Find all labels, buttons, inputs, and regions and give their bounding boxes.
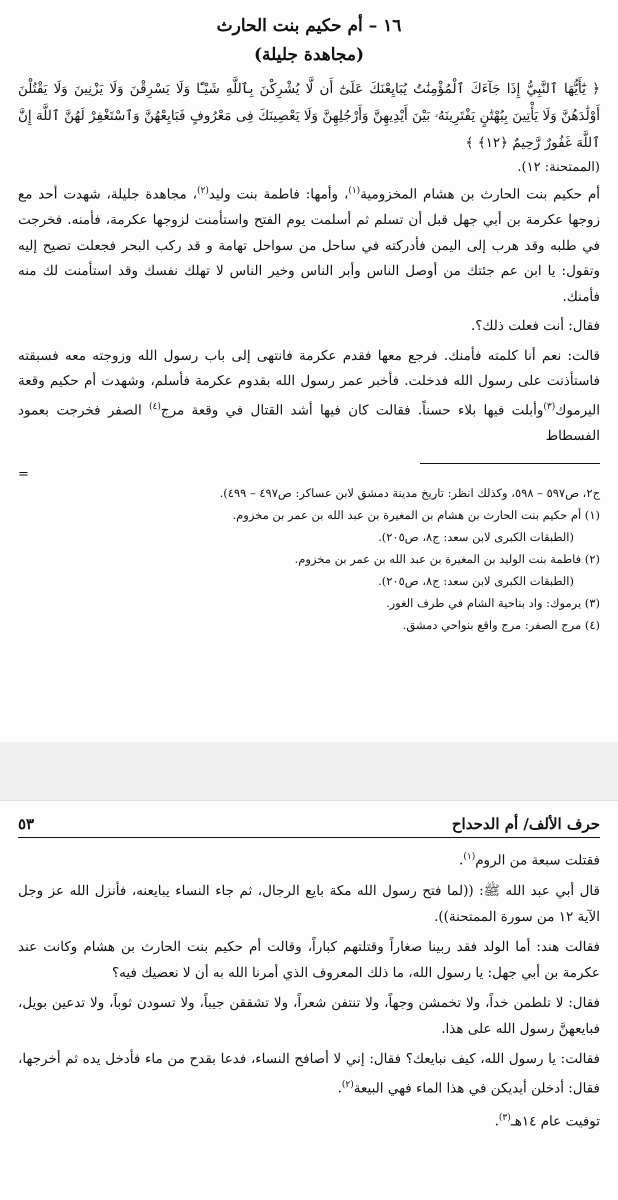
paragraph-text: ، وأمها: فاطمة بنت وليد xyxy=(208,186,349,203)
paragraph-text: توفيت عام ١٤هـ xyxy=(510,1113,600,1130)
quran-reference: (الممتحنة: ١٢). xyxy=(517,160,600,175)
running-header xyxy=(18,815,600,838)
footnote-2: (٢) فاطمة بنت الوليد بن المغيرة بن عبد الله بن عمر بن مخزوم. xyxy=(294,552,600,566)
paragraph-text: قالت: نعم أنا كلمته فأمنك. فرجع معها فقدم عكرمة فانتهى إلى باب رسول الله وزوجته معه فسبقته فاستأذنت على رسول الله فدخلت. فأخبر عمر رسول الله بقدوم عكرمة فأسلم، وشهدت أم حكيم وقعة اليرموك xyxy=(18,347,600,418)
footnote-1-source: (الطبقات الكبرى لابن سعد: ج٨، ص٢٠٥). xyxy=(378,530,574,544)
footnote-4: (٤) مرج الصفر: مرج واقع بنواحي دمشق. xyxy=(402,618,600,632)
footnote-marker: (٣) xyxy=(543,401,556,412)
footnote-2-source: (الطبقات الكبرى لابن سعد: ج٨، ص٢٠٥). xyxy=(378,574,574,588)
quran-verse-text: ﴿ يَٰٓأَيُّهَا ٱلنَّبِيُّ إِذَا جَآءَكَ ٱلْمُؤْمِنَٰتُ يُبَايِعْنَكَ عَلَىٰٓ أَن لَّا يُشْرِكْنَ بِٱللَّهِ شَيْـًٔا وَلَا يَسْرِقْنَ وَلَا يَزْنِينَ وَلَا يَقْتُلْنَ أَوْلَٰدَهُنَّ وَلَا يَأْتِينَ بِبُهْتَٰنٍ يَفْتَرِينَهُۥ بَيْنَ أَيْدِيهِنَّ وَأَرْجُلِهِنَّ وَلَا يَعْصِينَكَ فِى مَعْرُوفٍ فَبَايِعْهُنَّ وَٱسْتَغْفِرْ لَهُنَّ ٱللَّهَ إِنَّ ٱللَّهَ غَفُورٌ رَّحِيمٌ ﴿١٢﴾ ﴾ xyxy=(18,81,600,151)
chapter-subtitle: (مجاهدة جليلة) xyxy=(253,45,365,65)
chapter-title: ١٦ – أم حكيم بنت الحارث xyxy=(216,16,402,36)
paragraph-battle xyxy=(18,844,600,874)
paragraph-conditions: فقال: لا تلطمن خداً، ولا تخمشن وجهاً، ولا تنتفن شعراً، ولا تشققن جيباً، ولا تسودن ثوباً، ولا تدعين بويل، فبايعهنَّ رسول الله على هذا. xyxy=(18,994,600,1037)
paragraph-biography xyxy=(18,179,600,310)
footnote-marker: (٢) xyxy=(341,1079,354,1090)
paragraph-death xyxy=(18,1105,600,1135)
footnote-marker: (١) xyxy=(348,186,361,196)
footnote-marker: (٢) xyxy=(196,186,209,196)
paragraph-text: ، مجاهدة جليلة، شهدت أحد مع زوجها عكرمة بن أبي جهل قبل أن تسلم ثم أسلمت يوم الفتح واستأمنت لزوجها عكرمة، فأمنه. فخرجت في طلبه وقد هرب إلى اليمن فأدركته في ساحل من سواحل تهامة و قد ركب البحر فجعلت تصيح إليه وتقول: يا ابن عم جئتك من أوصل الناس وأبر الناس وخير الناس لا تهلك نفسك وقد استأمنت لك منه فأمنك. xyxy=(18,186,600,305)
quran-verse xyxy=(18,76,600,157)
paragraph-text: الصفر فخرجت بعمود الفسطاط xyxy=(18,402,600,444)
footnote-3: (٣) يرموك: واد بناحية الشام في طرف الغور. xyxy=(385,596,600,610)
book-page-bottom xyxy=(0,800,618,1200)
page-gap xyxy=(0,742,618,800)
paragraph-text: . xyxy=(494,1113,499,1130)
paragraph-text: وأبلت فيها بلاء حسناً. فقالت كان فيها أشد القتال في وقعة مرج xyxy=(160,402,544,418)
footnote-marker: (٣) xyxy=(498,1113,511,1123)
paragraph-text: . xyxy=(459,852,464,869)
paragraph-text: أم حكيم بنت الحارث بن هشام المخزومية xyxy=(360,186,600,203)
paragraph-text: . xyxy=(337,1080,342,1096)
paragraph-hind: فقالت هند: أما الولد فقد ربينا صغاراً وقتلتهم كباراً، وقالت أم حكيم بنت الحارث بن هشام وكانت عند عكرمة بن أبي جهل: يا رسول الله، ما ذلك المعروف الذي أمرنا الله به أن لا نعصيك فيه؟ xyxy=(18,938,600,981)
footnote-separator xyxy=(420,463,600,464)
continuation-mark: = xyxy=(18,467,29,482)
paragraph-question: فقال: أنت فعلت ذلك؟. xyxy=(470,318,600,334)
footnote-1: (١) أم حكيم بنت الحارث بن هشام بن المغيرة بن عبد الله بن عمر بن مخزوم. xyxy=(232,508,600,522)
footnote-continued: ج٢، ص٥٩٧ – ٥٩٨، وكذلك انظر: تاريخ مدينة دمشق لابن عساكر: ص٤٩٧ – ٤٩٩). xyxy=(219,486,600,500)
footnote-marker: (١) xyxy=(463,852,476,862)
paragraph-text: فقالت: يا رسول الله، كيف نبايعك؟ فقال: إني لا أصافح النساء، فدعا بقدح من ماء فأدخل يده ثم أخرجها، فقال: أدخلن أيديكن في هذا الماء فهي البيعة xyxy=(18,1050,600,1096)
paragraph-answer xyxy=(18,344,600,450)
page-number: ٥٣ xyxy=(18,815,35,833)
footnote-marker: (٤) xyxy=(148,401,161,412)
running-title: حرف الألف/ أم الدحداح xyxy=(451,815,600,833)
paragraph-pledge xyxy=(18,1046,600,1102)
paragraph-text: فقتلت سبعة من الروم xyxy=(475,852,600,869)
paragraph-hadith: قال أبي عبد الله ﷺ: ((لما فتح رسول الله مكة بايع الرجال، ثم جاء النساء يبايعنه، فأنزل الله عز وجل الآية ١٢ من سورة الممتحنة)). xyxy=(18,882,600,925)
